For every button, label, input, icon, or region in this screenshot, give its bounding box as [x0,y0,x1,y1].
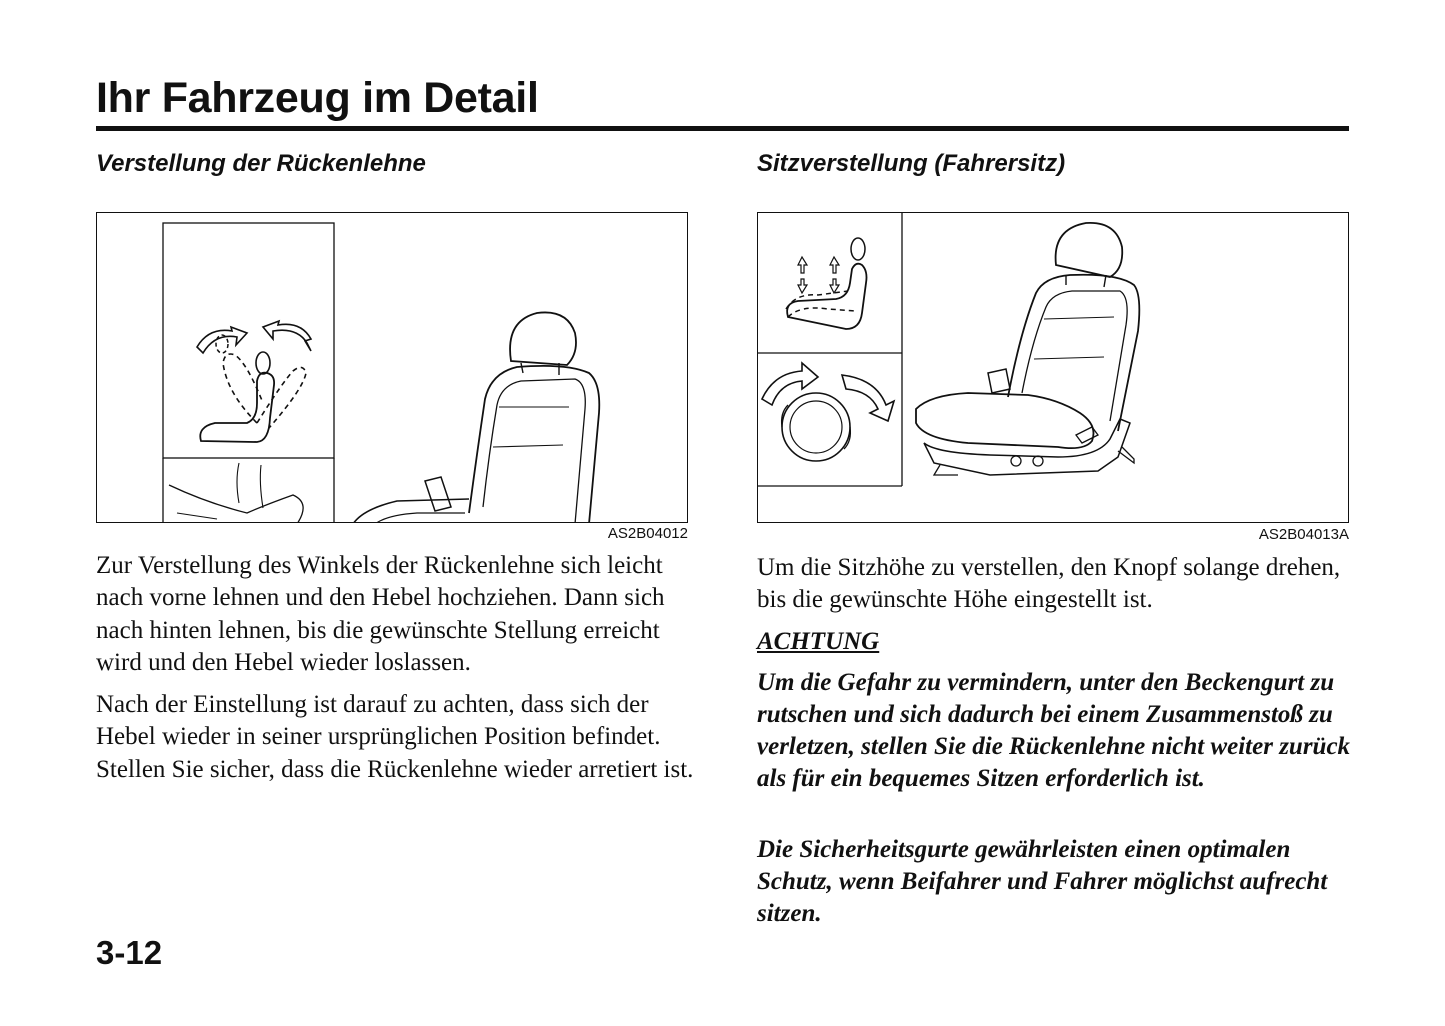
seat-height-paragraph: Um die Sitzhöhe zu verstellen, den Knopf solange drehen, bis die gewünschte Höhe eingestellt ist. [757,554,1341,614]
seat-height-seat-illustration [916,223,1139,475]
section-heading-seat-height: Sitzverstellung (Fahrersitz) [757,150,1066,177]
seat-height-inset-illustration [758,213,902,486]
figure-code-seat-height: AS2B04013A [1258,526,1349,543]
page-title: Ihr Fahrzeug im Detail [96,74,539,122]
backrest-seat-illustration [353,312,599,523]
backrest-paragraph-1: Zur Verstellung des Winkels der Rückenlehne sich leicht nach vorne lehnen und den Hebel hochziehen. Dann sich nach hinten lehnen, bis die gewünschte Stellung erreicht wird und den Hebel wieder loslassen. [96,552,665,676]
seat-height-figure [757,212,1349,523]
title-rule [96,126,1349,131]
warning-paragraph-1: Um die Gefahr zu vermindern, unter den Beckengurt zu rutschen und sich dadurch bei einem Zusammenstoß zu verletzen, stellen Sie die Rückenlehne nicht weiter zurück als für ein bequemes Sitzen erforderlich ist. [757,669,1351,792]
section-heading-backrest: Verstellung der Rückenlehne [96,150,426,177]
warning-heading: ACHTUNG [757,628,880,655]
backrest-inset-illustration [163,223,334,523]
page-number: 3-12 [96,934,163,971]
backrest-figure [96,212,688,523]
warning-paragraph-2: Die Sicherheitsgurte gewährleisten einen optimalen Schutz, wenn Beifahrer und Fahrer möglichst aufrecht sitzen. [757,836,1328,927]
figure-code-backrest: AS2B04012 [607,525,688,542]
backrest-paragraph-2: Nach der Einstellung ist darauf zu achten, dass sich der Hebel wieder in seiner ursprünglichen Position befindet. Stellen Sie sicher, dass die Rückenlehne wieder arretiert ist. [96,691,694,783]
